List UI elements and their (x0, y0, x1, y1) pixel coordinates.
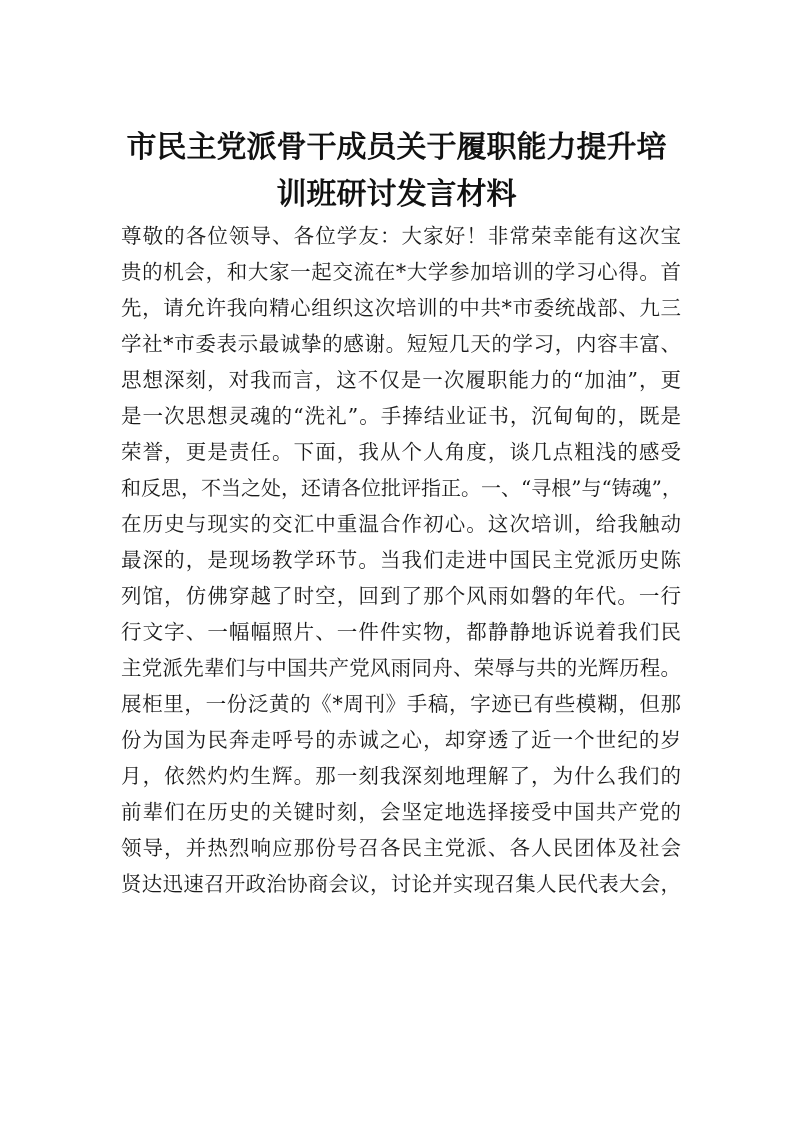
body-line: 荣誉，更是责任。下面，我从个人角度，谈几点粗浅的感受 (121, 440, 681, 464)
body-line: 最深的，是现场教学环节。当我们走进中国民主党派历史陈 (121, 548, 681, 572)
body-line: 在历史与现实的交汇中重温合作初心。这次培训，给我触动 (121, 512, 681, 536)
body-line: 份为国为民奔走呼号的赤诚之心，却穿透了近一个世纪的岁 (121, 728, 681, 752)
body-line: 贤达迅速召开政治协商会议，讨论并实现召集人民代表大会， (121, 872, 681, 896)
body-line: 展柜里，一份泛黄的《*周刊》手稿，字迹已有些模糊，但那 (121, 692, 681, 716)
body-line: 学社*市委表示最诚挚的感谢。短短几天的学习，内容丰富、 (121, 332, 681, 356)
body-line: 行文字、一幅幅照片、一件件实物，都静静地诉说着我们民 (121, 620, 681, 644)
body-line: 前辈们在历史的关键时刻，会坚定地选择接受中国共产党的 (121, 800, 681, 824)
body-line: 和反思，不当之处，还请各位批评指正。一、“寻根”与“铸魂”， (121, 476, 682, 500)
document-title-line-2: 训班研讨发言材料 (276, 177, 517, 212)
body-line: 先，请允许我向精心组织这次培训的中共*市委统战部、九三 (121, 296, 681, 320)
body-line: 月，依然灼灼生辉。那一刻我深刻地理解了，为什么我们的 (121, 764, 681, 788)
body-line: 领导，并热烈响应那份号召各民主党派、各人民团体及社会 (121, 836, 681, 860)
body-line: 列馆，仿佛穿越了时空，回到了那个风雨如磐的年代。一行 (121, 584, 681, 608)
body-line: 主党派先辈们与中国共产党风雨同舟、荣辱与共的光辉历程。 (121, 656, 681, 680)
body-line: 思想深刻，对我而言，这不仅是一次履职能力的“加油”，更 (121, 368, 681, 392)
body-line: 尊敬的各位领导、各位学友：大家好！非常荣幸能有这次宝 (121, 224, 681, 248)
body-line: 是一次思想灵魂的“洗礼”。手捧结业证书，沉甸甸的，既是 (121, 404, 681, 428)
body-line: 贵的机会，和大家一起交流在*大学参加培训的学习心得。首 (121, 260, 681, 284)
document-title-line-1: 市民主党派骨干成员关于履职能力提升培 (126, 130, 667, 165)
